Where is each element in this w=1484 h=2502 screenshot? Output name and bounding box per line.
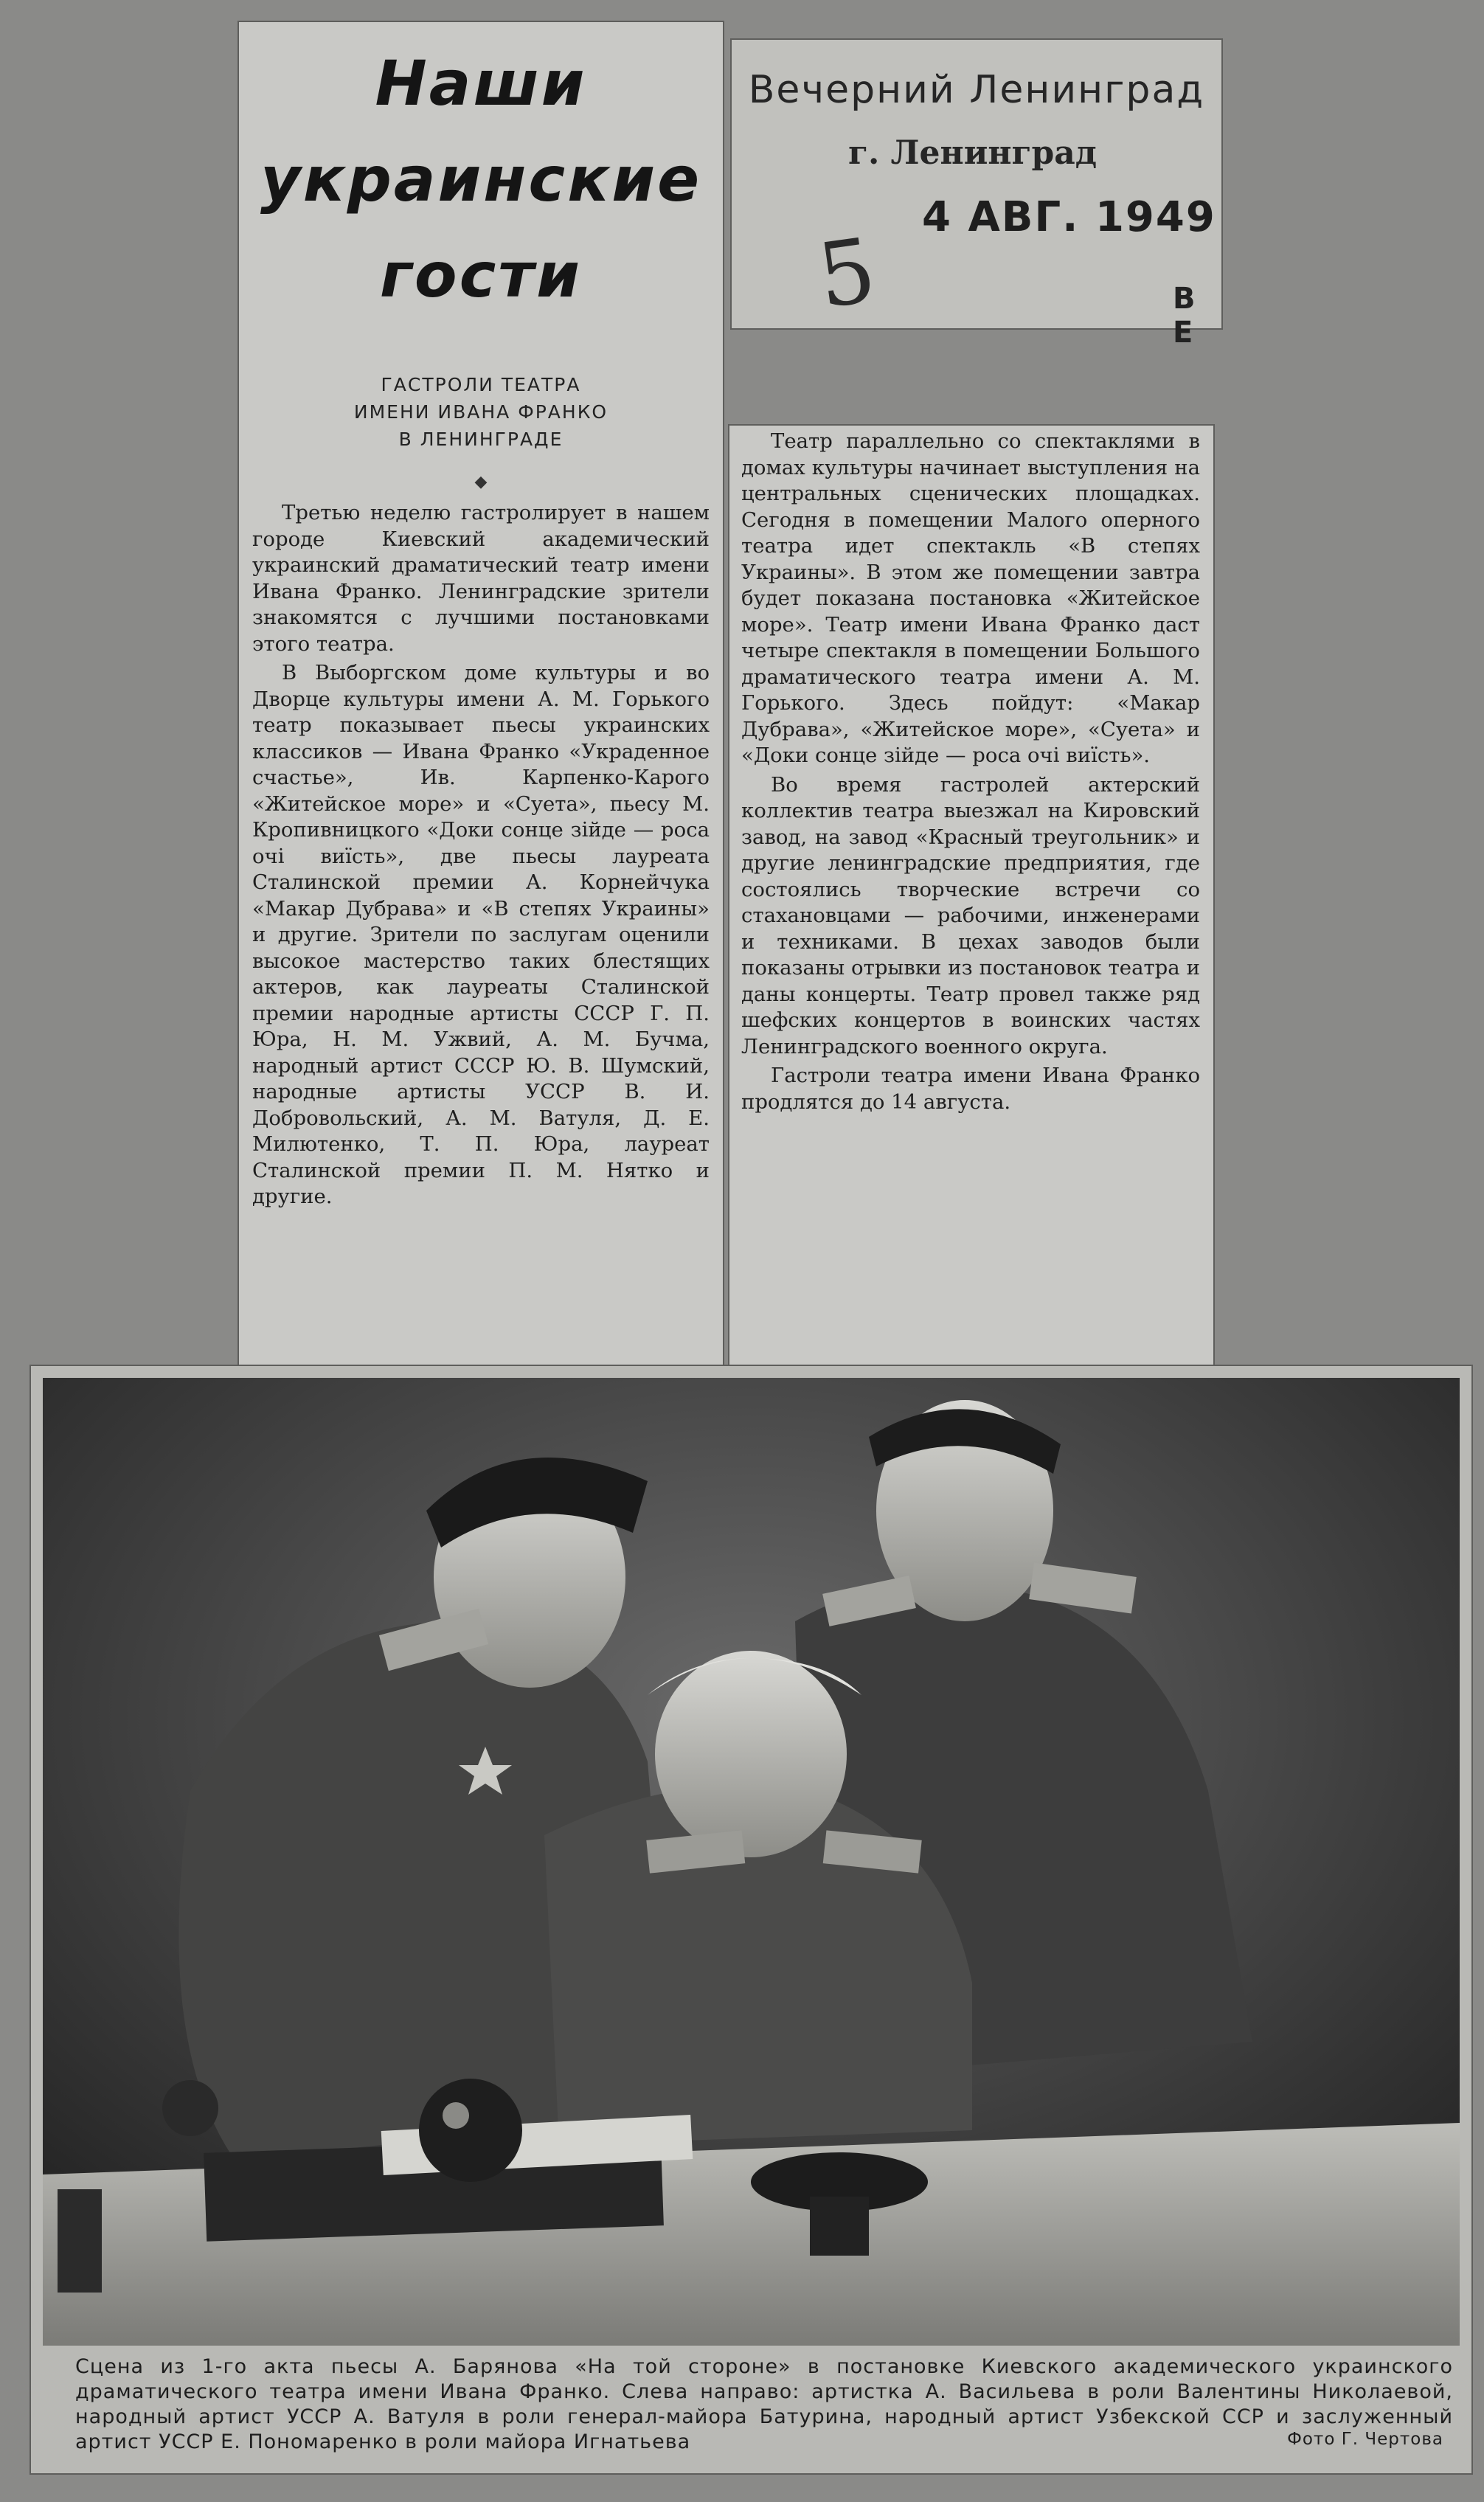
article-paragraph: Третью неделю гастролирует в нашем городе Киевский академический украинский драматический театр имени Ивана Франко. Ленинградские зрители знакомятся с лучшими постановками этого театра. <box>252 501 710 656</box>
subheadline-line-1: ГАСТРОЛИ ТЕАТРА <box>381 374 581 395</box>
subheadline-line-2: ИМЕНИ ИВАНА ФРАНКО <box>353 401 608 423</box>
handwritten-mark: 5 <box>811 219 882 329</box>
article-paragraph: Гастроли театра имени Ивана Франко продлятся до 14 августа. <box>741 1064 1200 1114</box>
article-paragraph: В Выборгском доме культуры и во Дворце культуры имени А. М. Горького театр показывает пьесы украинских классиков — Ивана Франко «Украденное счастье», Ив. Карпенко-Карого «Житейское море» и «Суета», пьесу М. Кропивницкого «Доки сонце зiйде — роса очi виїсть», две пьесы лауреата Сталинской премии А. Корнейчука «Макар Дубрава» и «В степях Украины» и другие. Зрители по заслугам оценили высокое мастерство таких блестящих актеров, как лауреаты Сталинской премии народные артисты СССР Г. П. Юра, Н. М. Ужвий, А. М. Бучма, народный артист СССР Ю. В. Шумский, народные артисты УССР В. И. Добровольский, А. М. Ватуля, Д. Е. Милютенко, Т. П. Юра, лауреат Сталинской премии П. М. Нятко и другие. <box>252 661 710 1208</box>
photo-caption: Сцена из 1-го акта пьесы А. Барянова «На той стороне» в постановке Киевского академического украинского драматического театра имени Ивана Франко. Слева направо: артистка А. Васильева в роли Валентины Николаевой, народный артист УССР А. Ватуля в роли генерал-майора Батурина, народный артист Узбекской ССР и заслуженный артист УССР Е. Пономаренко в роли майора Игнатьева <box>75 2355 1453 2453</box>
headline-line-2: украинские <box>260 143 702 215</box>
stamp-edge-fragment: В Е <box>1173 282 1200 350</box>
subheadline <box>237 371 724 453</box>
photo-credit: Фото Г. Чертова <box>1287 2430 1443 2449</box>
article-paragraph: Во время гастролей актерский коллектив театра выезжал на Кировский завод, на завод «Красный треугольник» и другие ленинградские предприятия, где состоялись творческие встречи со стахановцами — рабочими, инженерами и техниками. В цехах заводов были показаны отрывки из постановок театра и даны концерты. Театр провел также ряд шефских концертов в воинских частях Ленинградского военного округа. <box>741 772 1200 1058</box>
stage-photo <box>43 1378 1460 2346</box>
newspaper-stamp <box>730 38 1223 350</box>
article-column-left <box>252 500 710 1213</box>
headline-line-1: Наши <box>375 47 587 119</box>
subheadline-line-3: В ЛЕНИНГРАДЕ <box>398 429 564 450</box>
headline <box>237 35 724 323</box>
stamp-newspaper-name: Вечерний Ленинград <box>748 68 1205 112</box>
photo-clipping <box>30 1365 1473 2475</box>
diamond-ornament-icon: ◆ <box>474 473 488 491</box>
stamp-date: 4 АВГ. 1949 <box>922 193 1216 241</box>
headline-line-3: гости <box>380 239 582 311</box>
article-clipping-right <box>728 424 1215 1368</box>
article-paragraph: Театр параллельно со спектаклями в домах культуры начинает выступления на центральных сценических площадках. Сегодня в помещении Малого оперного театра идет спектакль «В степях Украины». В этом же помещении завтра будет показана постановка «Житейское море». Театр имени Ивана Франко даст четыре спектакля в помещении Большого драматического театра имени А. М. Горького. Здесь пойдут: «Макар Дубрава», «Житейское море», «Суета» и «Доки сонце зiйде — роса очi виїсть». <box>741 429 1200 767</box>
article-column-right <box>741 429 1200 1118</box>
stamp-city: г. Ленинград <box>848 134 1098 172</box>
article-clipping-left <box>237 21 724 1376</box>
stage-photo-illustration <box>43 1378 1460 2346</box>
